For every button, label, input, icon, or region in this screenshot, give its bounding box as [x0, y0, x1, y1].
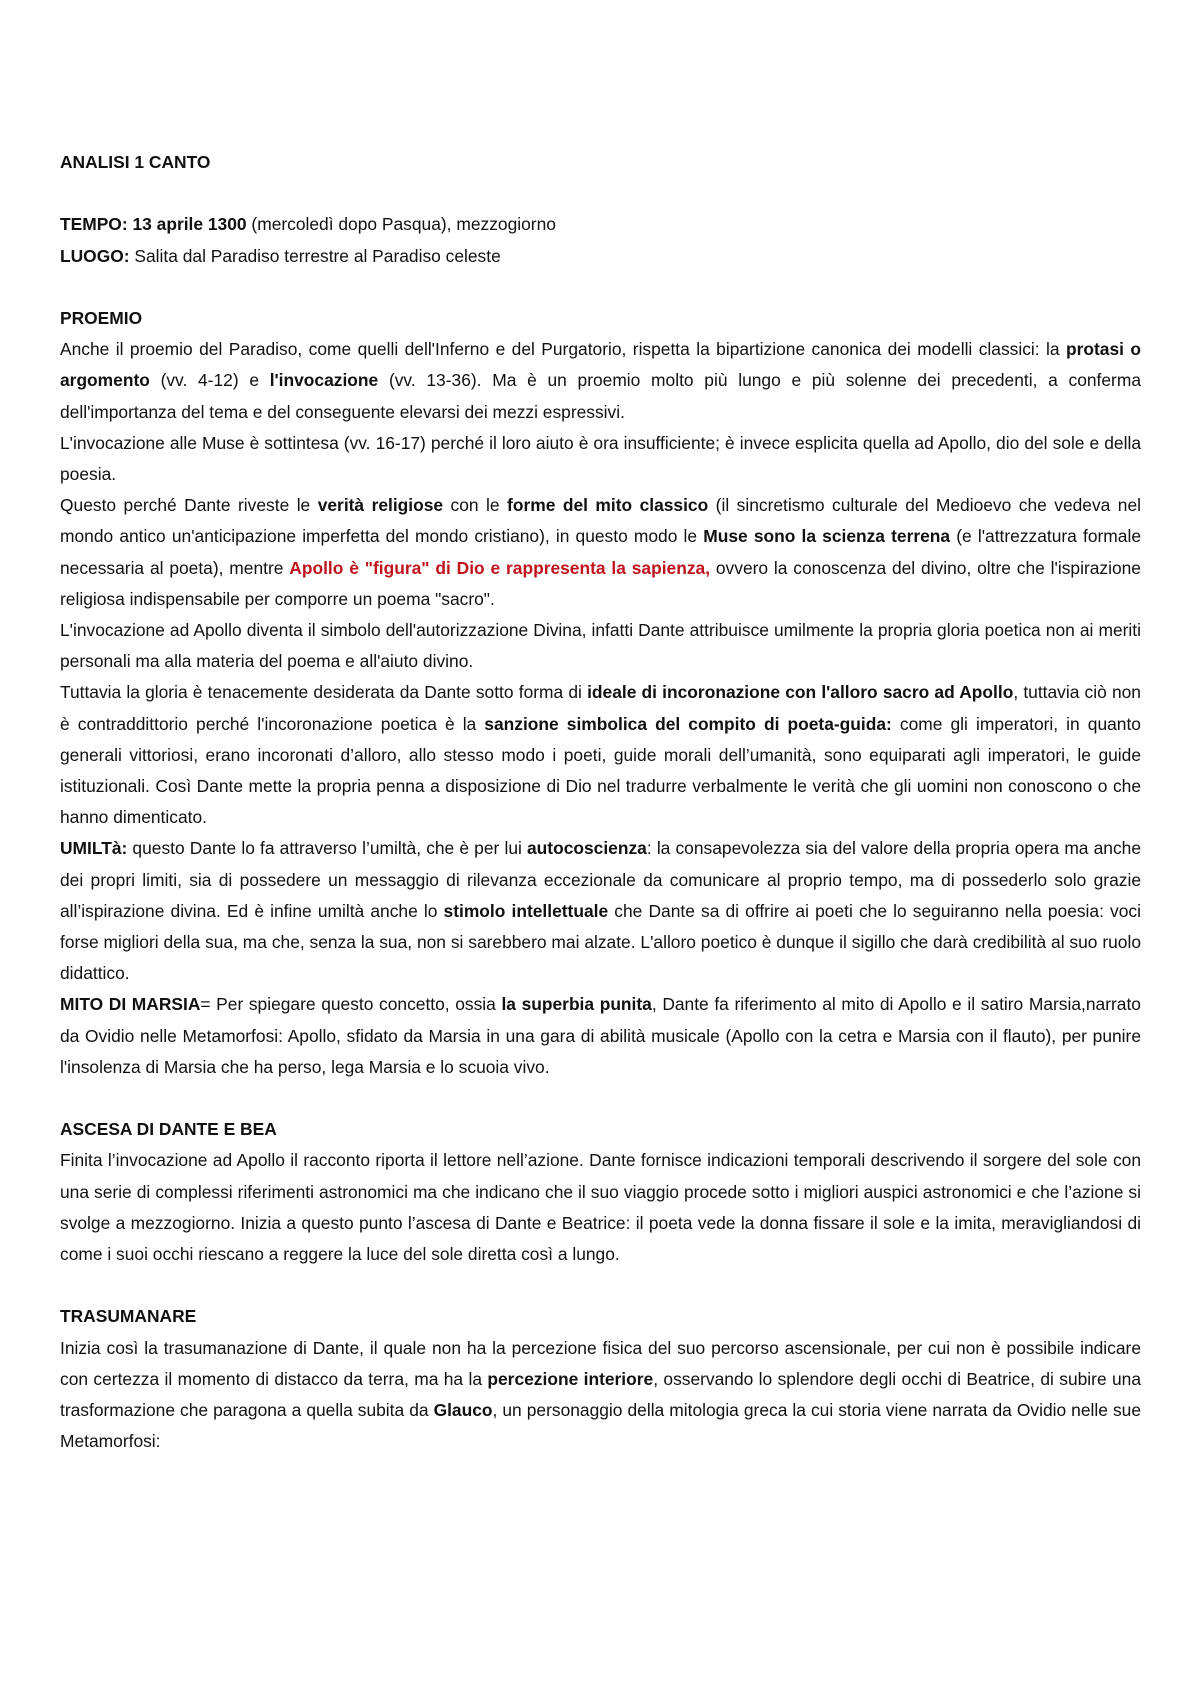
text-run: , un personaggio della mitologia greca la cui storia viene narrata da Ovidio nelle sue Metamorfosi: — [60, 1400, 1141, 1452]
text-run: Inizia così la trasumanazione di Dante, il quale non ha la percezione fisica del suo percorso ascensionale, per cui non è possibile indicare con certezza il momento di distacco da terra, ma ha la — [60, 1337, 1141, 1389]
text-run: Anche il proemio del Paradiso, come quelli dell'Inferno e del Purgatorio, rispetta la bipartizione canonica dei modelli classici: la — [60, 339, 1066, 360]
text-run: = Per spiegare questo concetto, ossia — [200, 994, 502, 1015]
bold-run: percezione interiore — [487, 1368, 654, 1389]
text-run: , Dante fa riferimento al mito di Apollo e il satiro Marsia,narrato da Ovidio nelle Metamorfosi: Apollo, sfidato da Marsia in una gara di abilità musicale (Apollo con la cetra e Marsia con il flauto), per punire l'insolenza di Marsia che ha perso, lega Marsia e lo scuoia vivo. — [60, 994, 1141, 1077]
tempo-date: 13 aprile 1300 — [132, 214, 247, 235]
proemio-paragraph-5 — [60, 677, 1141, 833]
document-title: ANALISI 1 CANTO — [60, 152, 211, 172]
text-run: , osservando lo splendore degli occhi di Beatrice, di subire una trasformazione che paragona a quella subita da — [60, 1368, 1142, 1421]
ascesa-paragraph: Finita l’invocazione ad Apollo il racconto riporta il lettore nell’azione. Dante fornisce indicazioni temporali descrivendo il sorgere del sole con una serie di complessi riferimenti astronomici ma che indicano che il suo viaggio procede sotto i migliori auspici astronomici e che l’azione si svolge a mezzogiorno. Inizia a questo punto l’ascesa di Dante e Beatrice: il poeta vede la donna fissare il sole e la imita, meravigliandosi di come i suoi occhi riescano a reggere la luce del sole diretta così a lungo. — [60, 1150, 1141, 1265]
highlight-red-run: Apollo è "figura" di Dio e rappresenta la sapienza, — [289, 557, 711, 578]
proemio-paragraph-1 — [60, 334, 1141, 428]
luogo-label: LUOGO: — [60, 245, 130, 266]
proemio-paragraph-marsia — [60, 989, 1141, 1083]
luogo-detail: Salita dal Paradiso terrestre al Paradiso celeste — [129, 245, 501, 266]
text-run: questo Dante lo fa attraverso l’umiltà, che è per lui — [127, 838, 527, 859]
text-run: (il sincretismo culturale del Medioevo che vedeva nel mondo antico un'anticipazione imperfetta del mondo cristiano), in questo modo le — [60, 495, 1141, 547]
tempo-line — [60, 209, 1141, 240]
proemio-paragraph-4: L'invocazione ad Apollo diventa il simbolo dell'autorizzazione Divina, infatti Dante attribuisce umilmente la propria gloria poetica non ai meriti personali ma alla materia del poema e all'aiuto divino. — [60, 620, 1141, 672]
document-body — [60, 147, 1141, 1457]
text-run: Tuttavia la gloria è tenacemente desiderata da Dante sotto forma di — [60, 682, 588, 703]
proemio-paragraph-3 — [60, 490, 1141, 615]
text-run: (vv. 4-12) e — [149, 370, 270, 391]
proemio-paragraph-2: L'invocazione alle Muse è sottintesa (vv. 16-17) perché il loro aiuto è ora insufficiente; è invece esplicita quella ad Apollo, dio del sole e della poesia. — [60, 432, 1141, 484]
text-run: Questo perché Dante riveste le — [60, 495, 318, 516]
bold-run: UMILTà: — [60, 838, 128, 859]
bold-run: stimolo intellettuale — [443, 900, 609, 921]
tempo-label: TEMPO: — [60, 214, 128, 235]
bold-run: ideale di incoronazione con l'alloro sacro ad Apollo — [587, 682, 1014, 703]
proemio-paragraph-umilta — [60, 833, 1141, 989]
section-heading-proemio: PROEMIO — [60, 307, 143, 328]
text-run: : la consapevolezza sia del valore della propria opera ma anche dei propri limiti, sia di possedere un messaggio di rilevanza eccezionale da comunicare al proprio tempo, ma di possederlo solo grazie all’ispirazione divina. Ed è infine umiltà anche lo — [60, 838, 1142, 921]
text-run: con le — [443, 495, 508, 516]
text-run: , tuttavia ciò non è contraddittorio perché l'incoronazione poetica è la — [60, 682, 1141, 734]
bold-run: l'invocazione — [269, 370, 379, 391]
bold-run: protasi o argomento — [60, 339, 1141, 391]
bold-run: MITO DI MARSIA — [60, 994, 201, 1015]
text-run: (e l'attrezzatura formale necessaria al poeta), mentre — [60, 526, 1141, 578]
text-run: che Dante sa di offrire ai poeti che lo seguiranno nella poesia: voci forse migliori della sua, ma che, senza la sua, non si sarebbero mai alzate. L'alloro poetico è dunque il sigillo che darà credibilità al suo ruolo didattico. — [60, 900, 1141, 984]
bold-run: Glauco — [433, 1400, 493, 1421]
bold-run: forme del mito classico — [507, 495, 709, 516]
text-run: come gli imperatori, in quanto generali vittoriosi, erano incoronati d’alloro, allo stesso modo i poeti, guide morali dell’umanità, sono equiparati agli imperatori, le guide istituzionali. Così Dante mette la propria penna a disposizione di Dio nel tradurre verbalmente le verità che gli uomini non conoscono o che hanno dimenticato. — [60, 713, 1141, 828]
text-run: (vv. 13-36). Ma è un proemio molto più lungo e più solenne dei precedenti, a conferma dell'importanza del tema e del conseguente elevarsi dei mezzi espressivi. — [60, 370, 1141, 422]
bold-run: verità religiose — [317, 495, 444, 516]
text-run: ovvero la conoscenza del divino, oltre che l'ispirazione religiosa indispensabile per comporre un poema "sacro". — [60, 557, 1141, 609]
section-heading-trasumanare: TRASUMANARE — [60, 1306, 197, 1327]
bold-run: Muse sono la scienza terrena — [703, 526, 951, 547]
bold-run: la superbia punita — [501, 994, 652, 1015]
trasumanare-paragraph — [60, 1333, 1141, 1458]
bold-run: sanzione simbolica del compito di poeta-guida: — [484, 713, 892, 734]
section-heading-ascesa: ASCESA DI DANTE E BEA — [60, 1119, 277, 1140]
bold-run: autocoscienza — [527, 838, 647, 859]
luogo-line — [60, 241, 1141, 272]
tempo-detail: (mercoledì dopo Pasqua), mezzogiorno — [246, 214, 556, 235]
